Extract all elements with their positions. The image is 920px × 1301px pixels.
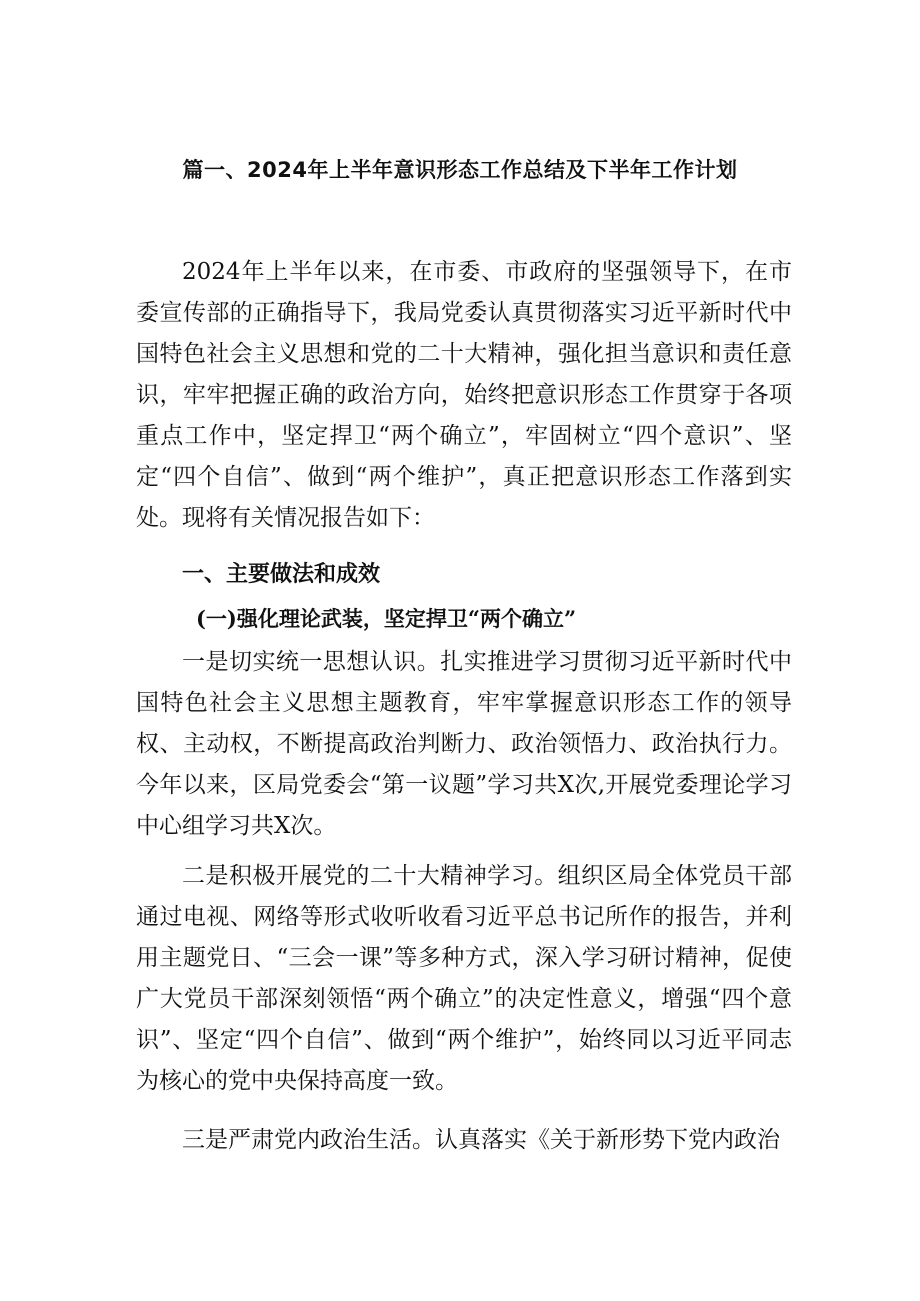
subsection-heading: (一)强化理论武装，坚定捍卫“两个确立”: [196, 606, 577, 631]
intro-paragraph: 2024年上半年以来，在市委、市政府的坚强领导下，在市委宣传部的正确指导下，我局党委认真贯彻落实习近平新时代中国特色社会主义思想和党的二十大精神，强化担当意识和责任意识，牢牢把握正确的政治方向，始终把意识形态工作贯穿于各项重点工作中，坚定捍卫“两个确立”，牢固树立“四个意识”、坚定“四个自信”、做到“两个维护”，真正把意识形态工作落到实处。现将有关情况报告如下：: [136, 259, 792, 531]
section-heading: 一、主要做法和成效: [182, 562, 381, 587]
paragraph-three: 三是严肃党内政治生活。认真落实《关于新形势下党内政治: [182, 1127, 780, 1153]
paragraph-two: 二是积极开展党的二十大精神学习。组织区局全体党员干部通过电视、网络等形式收听收看习近平总书记所作的报告，并利用主题党日、“三会一课”等多种方式，深入学习研讨精神，促使广大党员干部深刻领悟“两个确立”的决定性意义，增强“四个意识”、坚定“四个自信”、做到“两个维护”，始终同以习近平同志为核心的党中央保持高度一致。: [136, 863, 792, 1094]
document-title: 篇一、2024年上半年意识形态工作总结及下半年工作计划: [182, 158, 738, 182]
paragraph-one: 一是切实统一思想认识。扎实推进学习贯彻习近平新时代中国特色社会主义思想主题教育，牢牢掌握意识形态工作的领导权、主动权，不断提高政治判断力、政治领悟力、政治执行力。今年以来，区局党委会“第一议题”学习共X次,开展党委理论学习中心组学习共X次。: [136, 649, 792, 839]
